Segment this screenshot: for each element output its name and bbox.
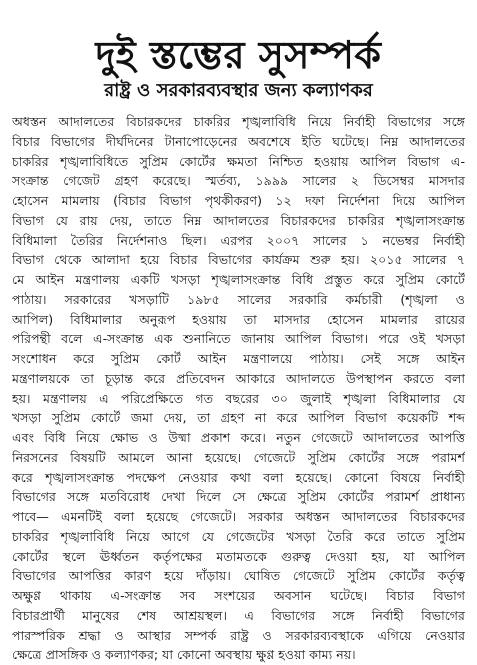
body-line: চাকরির শৃঙ্খলাবিধিতে সুপ্রিম কোর্টের ক্ষমতা নিশ্চিত হওয়ায় আপিল বিভাগ এ-	[12, 153, 465, 169]
body-line: সংশোধন করে সুপ্রিম কোর্ট আইন মন্ত্রণালয়ে পাঠায়। সেই সঙ্গে আইন	[12, 351, 465, 366]
article-headline: দুই স্তম্ভের সুসম্পর্ক	[95, 32, 382, 77]
body-line: পাবে— এমনটিই বলা হয়েছে গেজেটে। সরকার অধস্তন আদালতের বিচারকদের	[12, 509, 465, 524]
body-line: বিভাগ যে রায় দেয়, তাতে নিম্ন আদালতের বিচারকদের চাকরির শৃঙ্খলাসংক্রান্ত	[12, 212, 465, 228]
body-line: বিচারপ্রার্থী মানুষের শেষ আশ্রয়স্থল। এ বিভাগের সঙ্গে নির্বাহী বিভাগের	[12, 607, 465, 623]
body-line: বিধিমালা তৈরির নির্দেশনাও ছিল। এরপর ২০০৭ সালের ১ নভেম্বর নির্বাহী	[12, 232, 465, 248]
body-line: নিরসনের বিষয়টি আমলে আনা হয়েছে। গেজেটে সুপ্রিম কোর্টের সঙ্গে পরামর্শ	[12, 449, 465, 465]
body-line: চাকরির শৃঙ্খলাবিধি নিয়ে আগে যে গেজেটের খসড়া তৈরি করে তাতে সুপ্রিম	[12, 528, 465, 544]
body-line: সংক্রান্ত গেজেট গ্রহণ করেছে। স্মর্তব্য, ১৯৯৯ সালের ২ ডিসেম্বর মাসদার	[12, 173, 465, 189]
body-line: অক্ষুণ্ণ থাকায় এ-সংক্রান্ত সব সংশয়ের অবসান ঘটেছে। বিচার বিভাগ	[12, 588, 465, 603]
body-line: বিভাগ থেকে আলাদা হয়ে বিচার বিভাগের কার্যক্রম শুরু হয়। ২০১৫ সালের ৭	[12, 252, 465, 268]
body-line: পরিপন্থী বলে এ-সংক্রান্ত এক শুনানিতে জানায় আপিল বিভাগ। পরে ওই খসড়া	[12, 331, 465, 347]
body-line: পাঠায়। সরকারের খসড়াটি ১৯৮৫ সালের সরকারি কর্মচারী (শৃঙ্খলা ও	[12, 291, 465, 307]
body-line: মে আইন মন্ত্রণালয় একটি খসড়া শৃঙ্খলাসংক্রান্ত বিধি প্রস্তুত করে সুপ্রিম কোর্টে	[12, 272, 465, 287]
body-line: আপিল) বিধিমালার অনুরূপ হওয়ায় তা মাসদার হোসেন মামলার রায়ের	[12, 311, 465, 327]
body-line: পারস্পরিক শ্রদ্ধা ও আস্থার সম্পর্ক রাষ্ট্র ও সরকারব্যবস্থাকে এগিয়ে নেওয়ার	[12, 627, 465, 643]
body-line: এবং বিধি নিয়ে ক্ষোভ ও উষ্মা প্রকাশ করে। নতুন গেজেটে আদালতের আপত্তি	[12, 430, 465, 445]
body-line: বিভাগের আপত্তির কারণ হয়ে দাঁড়ায়। ঘোষিত গেজেটে সুপ্রিম কোর্টের কর্তৃত্ব	[12, 568, 465, 584]
body-line: হয়। মন্ত্রণালয় এ পরিপ্রেক্ষিতে গত বছরের ৩০ জুলাই শৃঙ্খলা বিধিমালার যে	[12, 390, 465, 406]
body-line: বিচার বিভাগের দীর্ঘদিনের টানাপোড়েনের অবশেষে ইতি ঘটেছে। নিম্ন আদালতের	[12, 133, 465, 149]
body-line: অধস্তন আদালতের বিচারকদের চাকরির শৃঙ্খলাবিধি নিয়ে নির্বাহী বিভাগের সঙ্গে	[12, 114, 465, 129]
body-line: খসড়া সুপ্রিম কোর্টে জমা দেয়, তা গ্রহণ না করে আপিল বিভাগ কয়েকটি শব্দ	[12, 410, 465, 426]
body-line: হোসেন মামলায় (বিচার বিভাগ পৃথকীকরণ) ১২ দফা নির্দেশনা দিয়ে আপিল	[12, 193, 465, 208]
body-line: কোর্টের স্থলে ঊর্ধ্বতন কর্তৃপক্ষের মতামতকে গুরুত্ব দেওয়া হয়, যা আপিল	[12, 548, 465, 564]
body-line: ক্ষেত্রে প্রাসঙ্গিক ও কল্যাণকর; যা কোনো অবস্থায় ক্ষুণ্ণ হওয়া কাম্য নয়।	[12, 647, 356, 663]
body-line: মন্ত্রণালয়কে তা চূড়ান্ত করে প্রতিবেদন আকারে আদালতে উপস্থাপন করতে বলা	[12, 370, 465, 386]
body-line: বিভাগের সঙ্গে মতবিরোধ দেখা দিলে সে ক্ষেত্রে সুপ্রিম কোর্টের পরামর্শ প্রাধান্য	[12, 489, 465, 505]
body-line: করে শৃঙ্খলাসংক্রান্ত পদক্ষেপ নেওয়ার কথা বলা হয়েছে। কোনো বিষয়ে নির্বাহী	[12, 469, 465, 485]
article-subheadline: রাষ্ট্র ও সরকারব্যবস্থার জন্য কল্যাণকর	[104, 80, 373, 101]
article-body	[12, 112, 465, 665]
